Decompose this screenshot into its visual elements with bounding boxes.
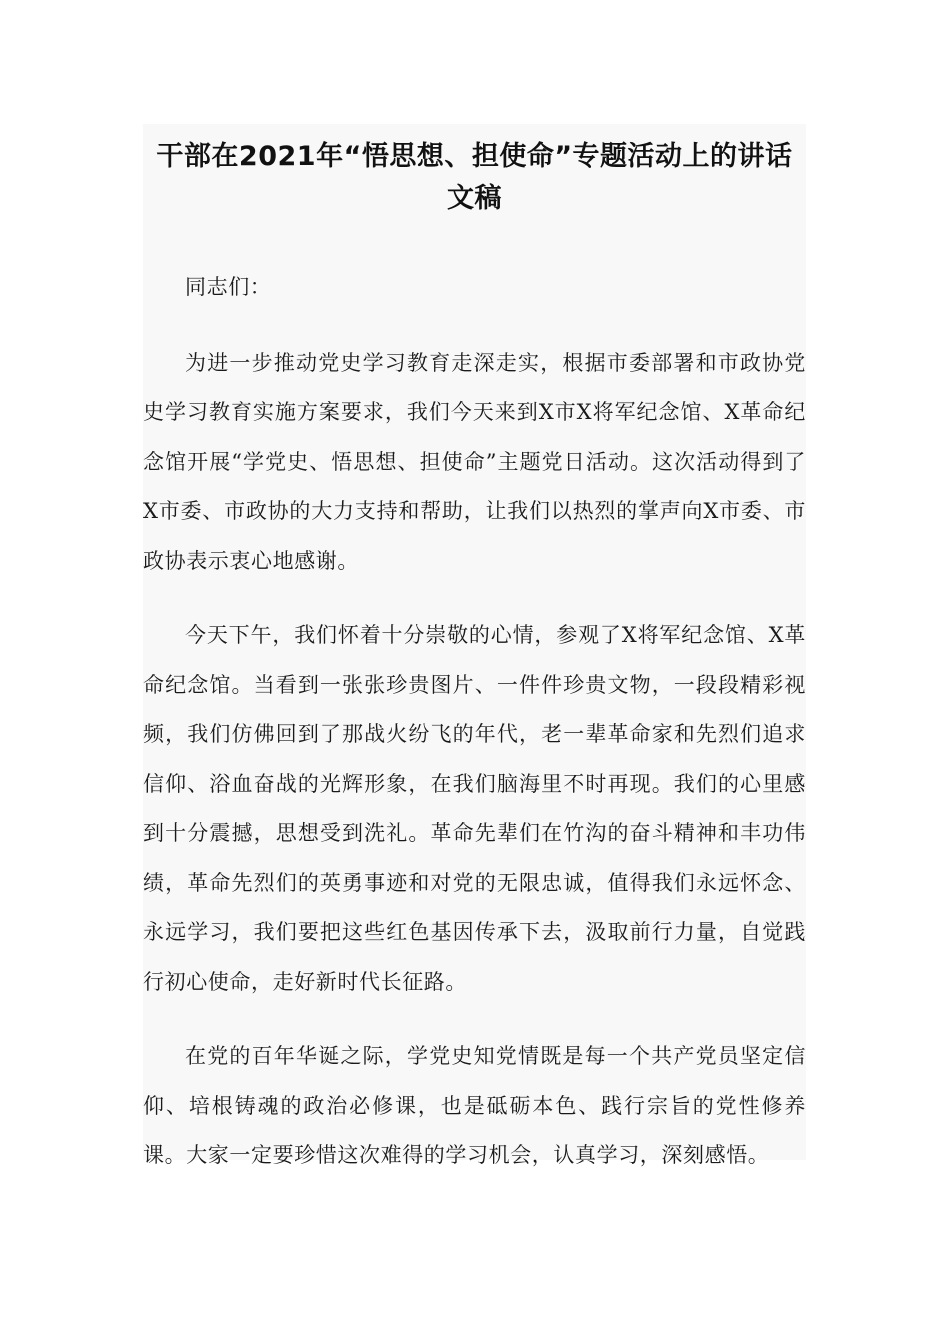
document-title: 干部在2021年“悟思想、担使命”专题活动上的讲话文稿 [156, 141, 793, 214]
paragraph-1: 为进一步推动党史学习教育走深走实，根据市委部署和市政协党史学习教育实施方案要求，我们今天来到X市X将军纪念馆、X革命纪念馆开展“学党史、悟思想、担使命”主题党日活动。这次活动得到了X市委、市政协的大力支持和帮助，让我们以热烈的掌声向X市委、市政协表示衷心地感谢。 [143, 350, 806, 573]
paragraph-2: 今天下午，我们怀着十分崇敬的心情，参观了X将军纪念馆、X革命纪念馆。当看到一张张珍贵图片、一件件珍贵文物，一段段精彩视频，我们仿佛回到了那战火纷飞的年代，老一辈革命家和先烈们追求信仰、浴血奋战的光辉形象，在我们脑海里不时再现。我们的心里感到十分震撼，思想受到洗礼。革命先辈们在竹沟的奋斗精神和丰功伟绩，革命先烈们的英勇事迹和对党的无限忠诚，值得我们永远怀念、永远学习，我们要把这些红色基因传承下去，汲取前行力量，自觉践行初心使命，走好新时代长征路。 [143, 623, 806, 994]
greeting: 同志们： [185, 275, 272, 299]
document-body [143, 124, 806, 1167]
paragraph-3: 在党的百年华诞之际，学党史知党情既是每一个共产党员坚定信仰、培根铸魂的政治必修课，也是砥砺本色、践行宗旨的党性修养课。大家一定要珍惜这次难得的学习机会，认真学习，深刻感悟。 [143, 1044, 806, 1167]
